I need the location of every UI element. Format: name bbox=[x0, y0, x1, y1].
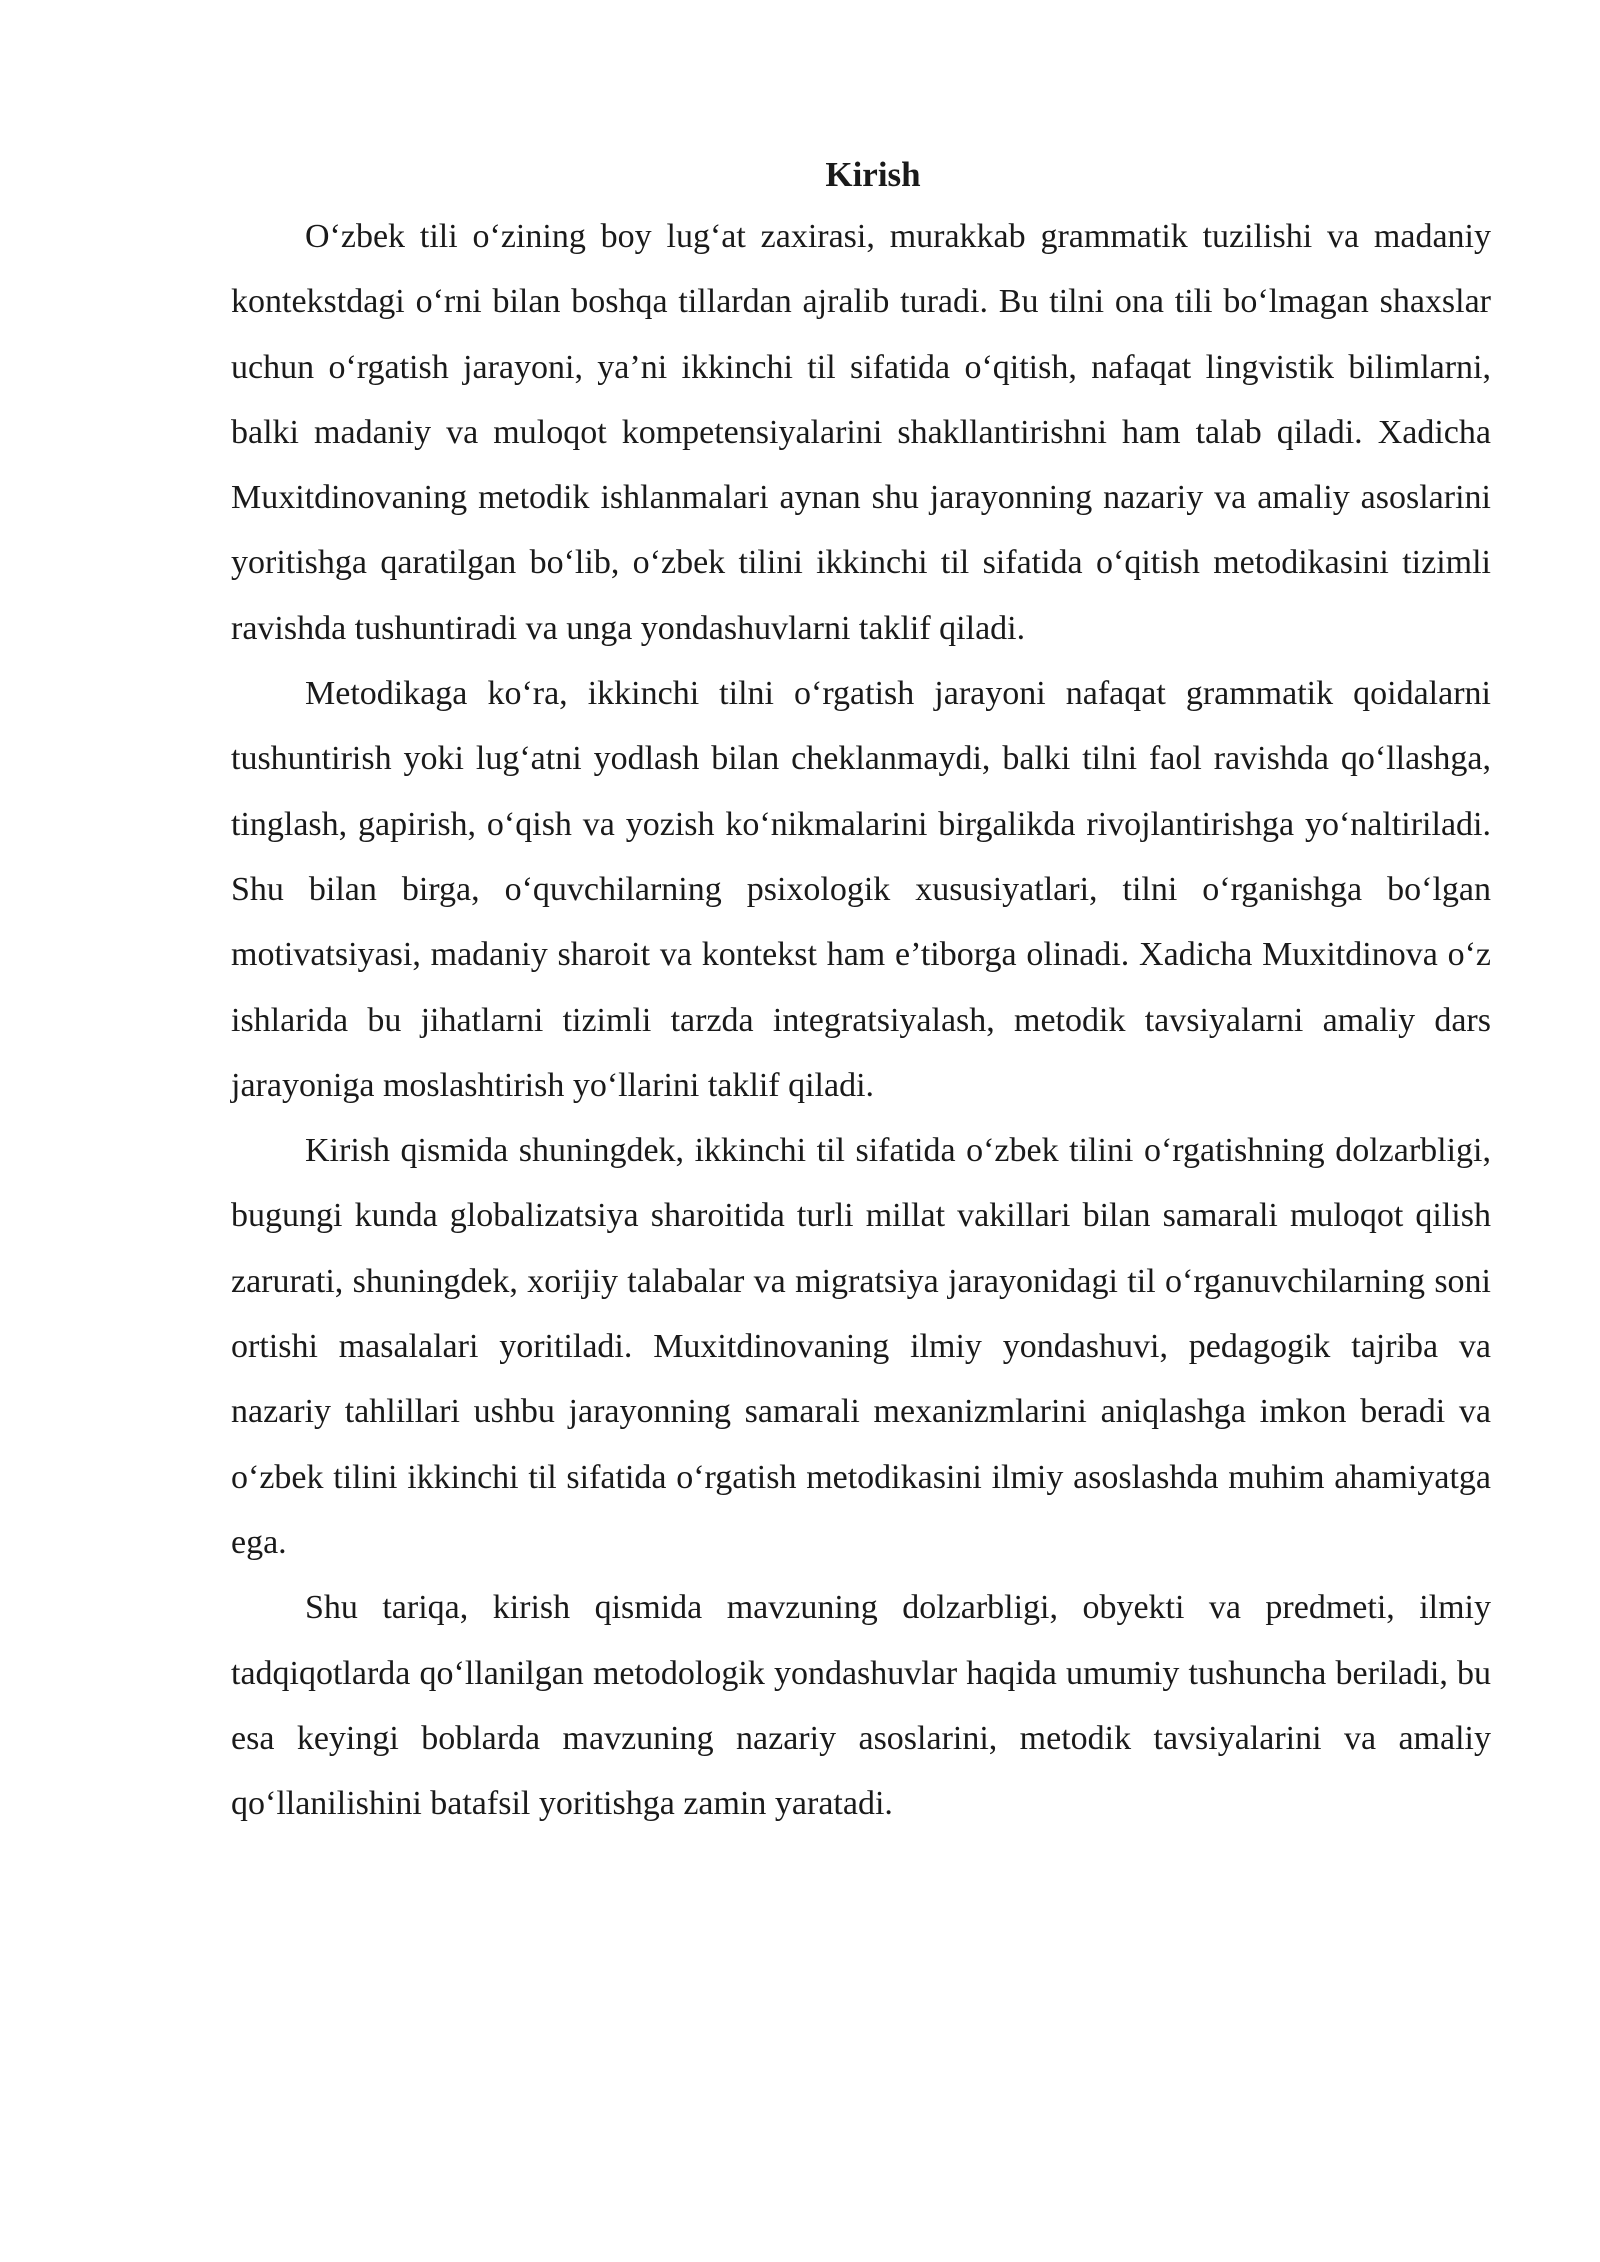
document-page bbox=[231, 146, 1491, 1836]
paragraph-1: O‘zbek tili o‘zining boy lug‘at zaxirasi, murakkab grammatik tuzilishi va madaniy kontekstdagi o‘rni bilan boshqa tillardan ajralib turadi. Bu tilni ona tili bo‘lmagan shaxslar uchun o‘rgatish jarayoni, ya’ni ikkinchi til sifatida o‘qitish, nafaqat lingvistik bilimlarni, balki madaniy va muloqot kompetensiyalarini shakllantirishni ham talab qiladi. Xadicha Muxitdinovaning metodik ishlanmalari aynan shu jarayonning nazariy va amaliy asoslarini yoritishga qaratilgan bo‘lib, o‘zbek tilini ikkinchi til sifatida o‘qitish metodikasini tizimli ravishda tushuntiradi va unga yondashuvlarni taklif qiladi. bbox=[231, 218, 1491, 647]
paragraph-3: Kirish qismida shuningdek, ikkinchi til sifatida o‘zbek tilini o‘rgatishning dolzarbligi, bugungi kunda globalizatsiya sharoitida turli millat vakillari bilan samarali muloqot qilish zarurati, shuningdek, xorijiy talabalar va migratsiya jarayonidagi til o‘rganuvchilarning soni ortishi masalalari yoritiladi. Muxitdinovaning ilmiy yondashuvi, pedagogik tajriba va nazariy tahlillari ushbu jarayonning samarali mexanizmlarini aniqlashga imkon beradi va o‘zbek tilini ikkinchi til sifatida o‘rgatish metodikasini ilmiy asoslashda muhim ahamiyatga ega. bbox=[231, 1132, 1491, 1561]
paragraph-2: Metodikaga ko‘ra, ikkinchi tilni o‘rgatish jarayoni nafaqat grammatik qoidalarni tushuntirish yoki lug‘atni yodlash bilan cheklanmaydi, balki tilni faol ravishda qo‘llashga, tinglash, gapirish, o‘qish va yozish ko‘nikmalarini birgalikda rivojlantirishga yo‘naltiriladi. Shu bilan birga, o‘quvchilarning psixologik xususiyatlari, tilni o‘rganishga bo‘lgan motivatsiyasi, madaniy sharoit va kontekst ham e’tiborga olinadi. Xadicha Muxitdinova o‘z ishlarida bu jihatlarni tizimli tarzda integratsiyalash, metodik tavsiyalarni amaliy dars jarayoniga moslashtirish yo‘llarini taklif qiladi. bbox=[231, 675, 1491, 1104]
paragraph-4: Shu tariqa, kirish qismida mavzuning dolzarbligi, obyekti va predmeti, ilmiy tadqiqotlarda qo‘llanilgan metodologik yondashuvlar haqida umumiy tushuncha beriladi, bu esa keyingi boblarda mavzuning nazariy asoslarini, metodik tavsiyalarini va amaliy qo‘llanilishini batafsil yoritishga zamin yaratadi. bbox=[231, 1589, 1491, 1823]
document-title: Kirish bbox=[825, 155, 921, 194]
